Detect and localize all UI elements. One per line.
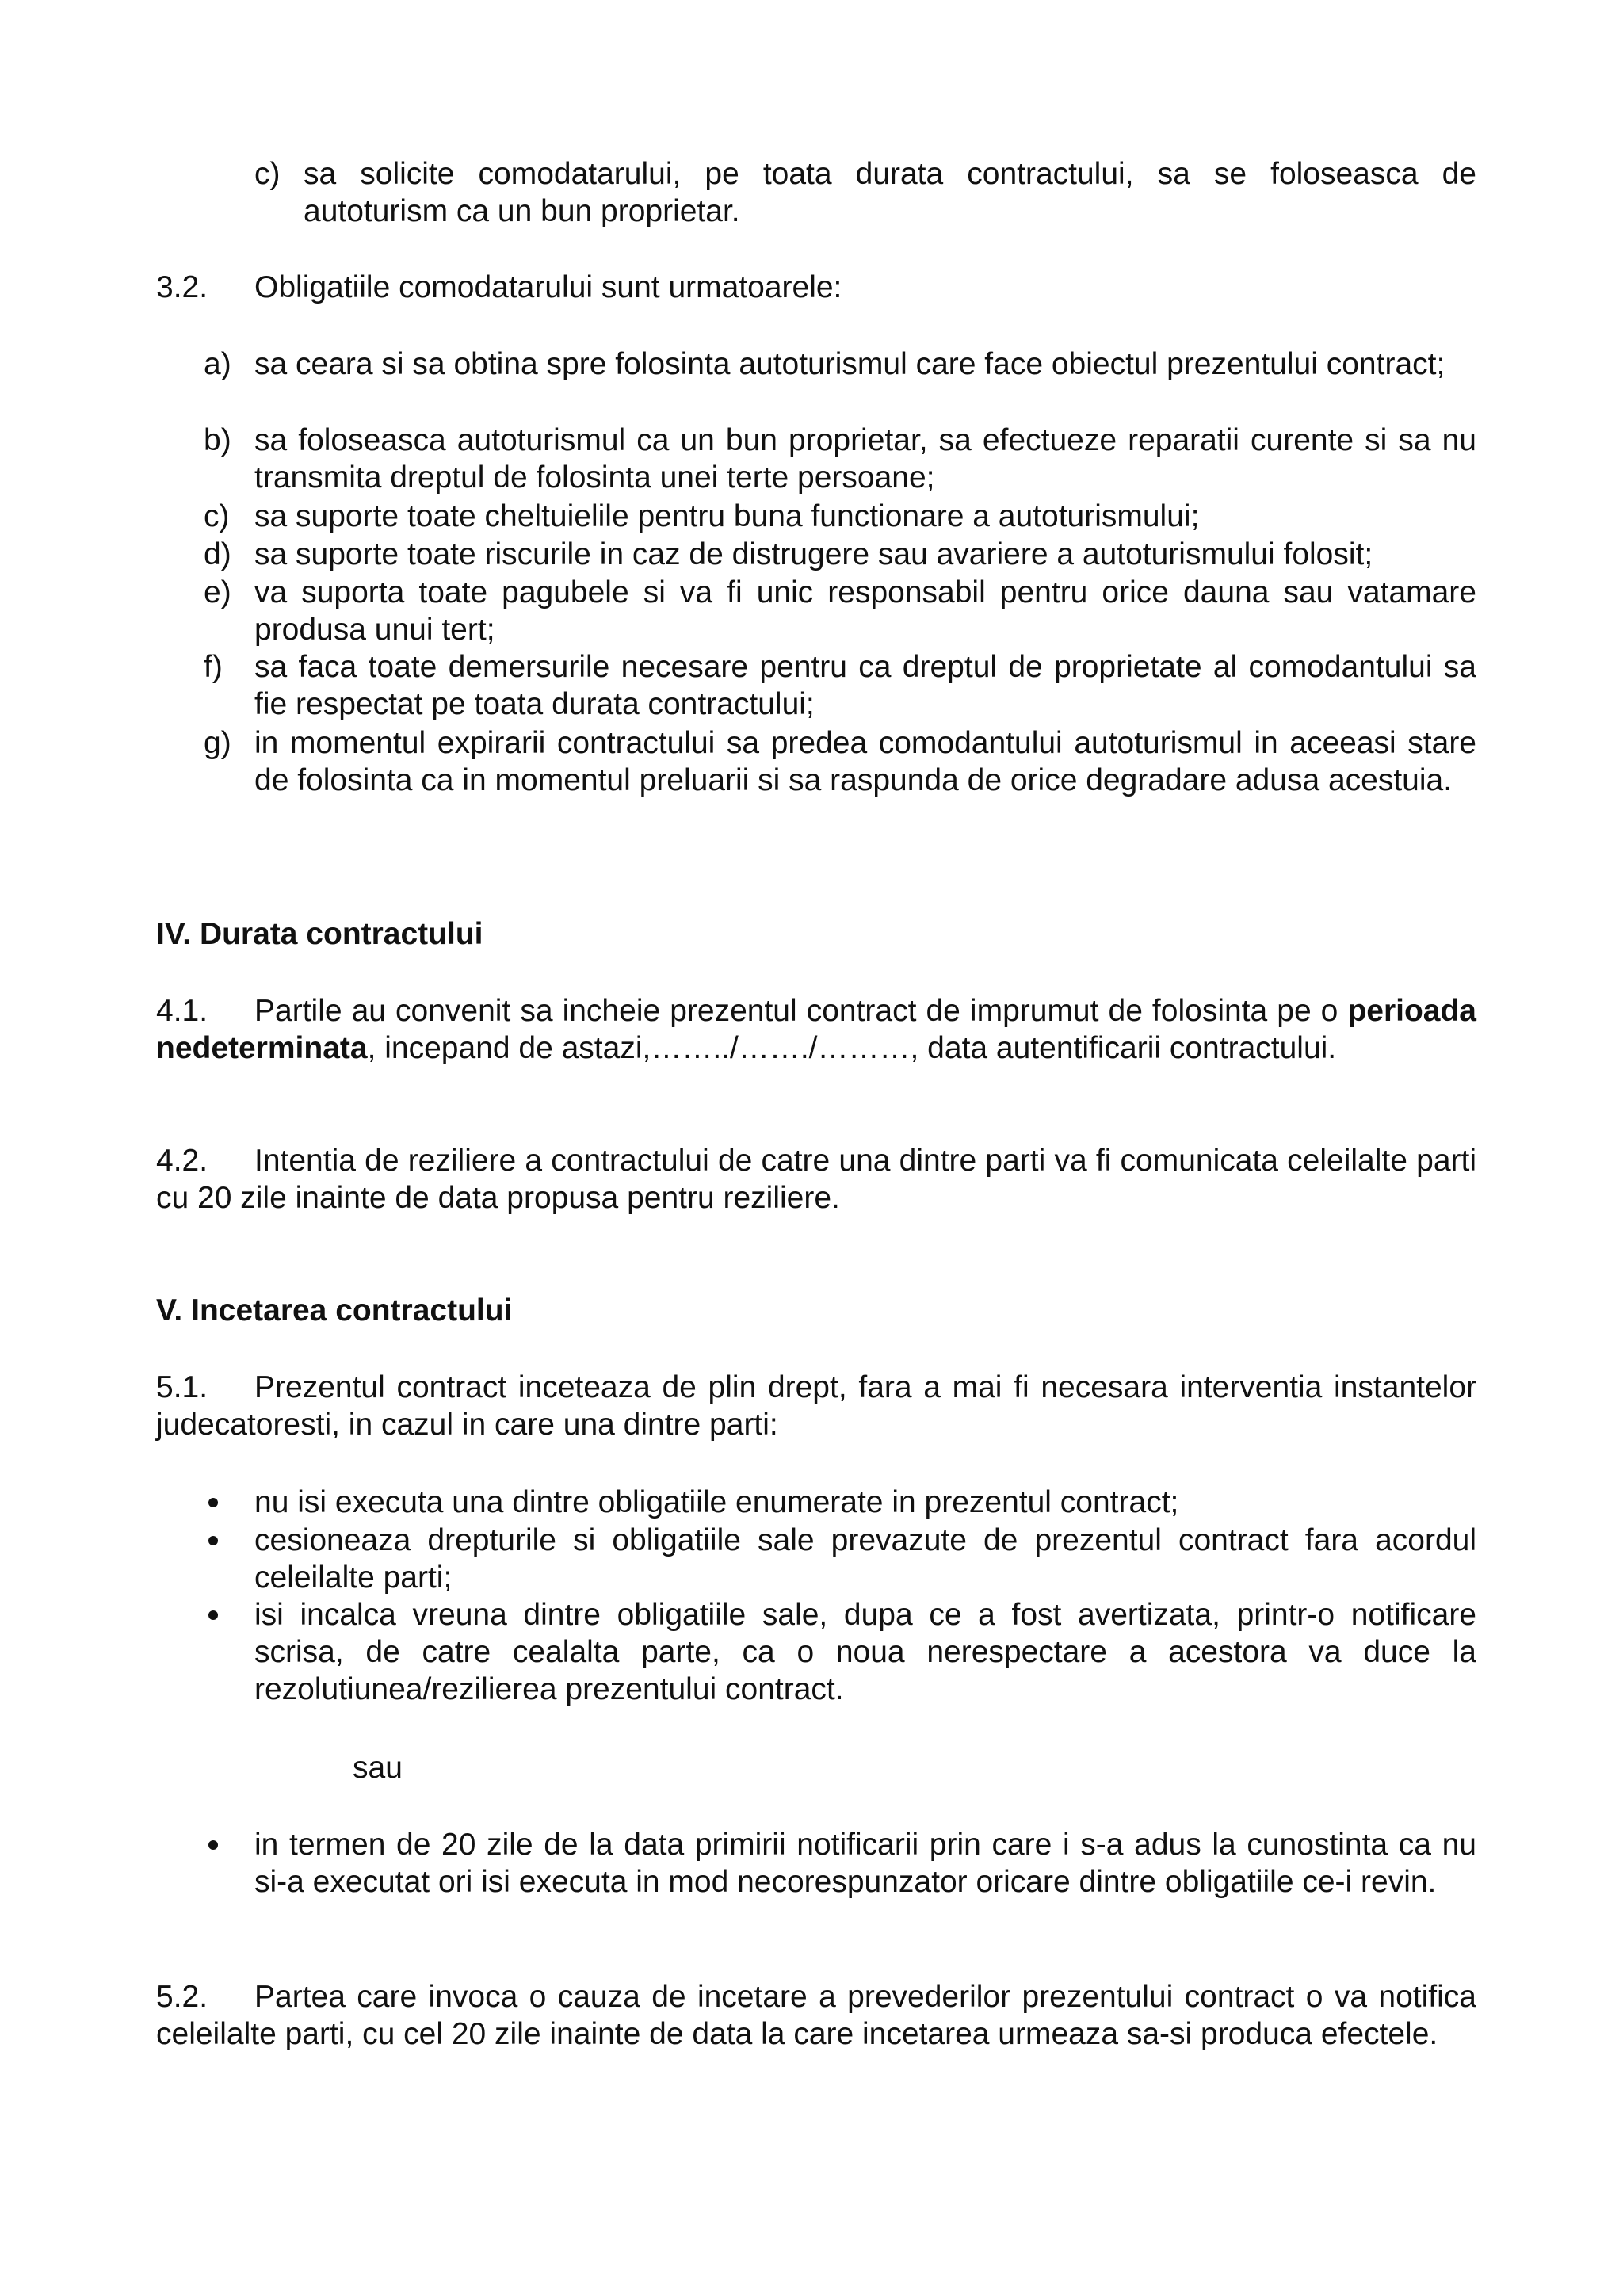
clause-number: 4.1. bbox=[156, 994, 208, 1028]
bullet-icon bbox=[208, 1498, 218, 1507]
obligation-text: va suporta toate pagubele si va fi unic responsabil pentru orice dauna sau vatamare produsa unui tert; bbox=[254, 575, 1476, 647]
obligation-label: c) bbox=[204, 499, 230, 533]
bullet-text: cesioneaza drepturile si obligatiile sale prevazute de prezentul contract fara acordul celeilalte parti; bbox=[254, 1523, 1476, 1595]
bullet-icon bbox=[208, 1610, 218, 1620]
obligation-text: in momentul expirarii contractului sa predea comodantului autoturismul in aceeasi stare de folosinta ca in momentul preluarii si sa raspunda de orice degradare adusa acestuia. bbox=[254, 726, 1476, 797]
section-heading: V. Incetarea contractului bbox=[156, 1293, 513, 1328]
clause-text: Obligatiile comodatarului sunt urmatoarele: bbox=[254, 270, 842, 304]
clause-text: Prezentul contract inceteaza de plin drept, fara a mai fi necesara interventia instantelor judecatoresti, in cazul in care una dintre parti: bbox=[156, 1370, 1476, 1442]
obligation-label: e) bbox=[204, 575, 231, 609]
clause-number: 5.2. bbox=[156, 1980, 208, 2014]
clause-text: Partea care invoca o cauza de incetare a prevederilor prezentului contract o va notifica celeilalte parti, cu cel 20 zile inainte de data la care incetarea urmeaza sa-si produca efectele. bbox=[156, 1980, 1476, 2051]
bullet-icon bbox=[208, 1536, 218, 1545]
obligation-label: f) bbox=[204, 650, 223, 684]
section-heading: IV. Durata contractului bbox=[156, 917, 483, 951]
clause-4-1-text bbox=[156, 992, 1476, 1067]
obligation-text: sa faca toate demersurile necesare pentru ca dreptul de proprietate al comodantului sa fie respectat pe toata durata contractului; bbox=[254, 650, 1476, 721]
bullet-text: isi incalca vreuna dintre obligatiile sale, dupa ce a fost avertizata, printr-o notificare scrisa, de catre cealalta parte, ca o noua nerespectare a acestora va duce la rezolutiunea/rezilierea prezentului contract. bbox=[254, 1598, 1476, 1706]
obligation-text: sa ceara si sa obtina spre folosinta autoturismul care face obiectul prezentului contract; bbox=[254, 347, 1445, 381]
clause-bold-term: perioada nedeterminata bbox=[156, 994, 1476, 1065]
clause-text: Intentia de reziliere a contractului de catre una dintre parti va fi comunicata celeilalte parti cu 20 zile inainte de data propusa pentru reziliere. bbox=[156, 1144, 1476, 1215]
clause-text-before: Partile au convenit sa incheie prezentul contract de imprumut de folosinta pe o bbox=[254, 994, 1348, 1028]
or-separator: sau bbox=[353, 1751, 403, 1785]
obligation-label: a) bbox=[204, 347, 231, 381]
obligation-label: d) bbox=[204, 537, 231, 571]
bullet-text: in termen de 20 zile de la data primirii notificarii prin care i s-a adus la cunostinta ca nu si-a executat ori isi executa in mod necorespunzator oricare dintre obligatiile ce-i revin. bbox=[254, 1828, 1476, 1899]
obligation-text: sa suporte toate riscurile in caz de distrugere sau avariere a autoturismului folosit; bbox=[254, 537, 1373, 571]
item-label: c) bbox=[254, 157, 281, 191]
clause-number: 3.2. bbox=[156, 270, 208, 304]
bullet-text: nu isi executa una dintre obligatiile enumerate in prezentul contract; bbox=[254, 1485, 1179, 1519]
obligation-text: sa foloseasca autoturismul ca un bun proprietar, sa efectueze reparatii curente si sa nu transmita dreptul de folosinta unei terte persoane; bbox=[254, 423, 1476, 495]
obligation-label: g) bbox=[204, 726, 231, 760]
obligation-label: b) bbox=[204, 423, 231, 457]
item-text: sa solicite comodatarului, pe toata durata contractului, sa se foloseasca de autoturism ca un bun proprietar. bbox=[304, 157, 1476, 228]
obligation-text: sa suporte toate cheltuielile pentru buna functionare a autoturismului; bbox=[254, 499, 1200, 533]
clause-number: 5.1. bbox=[156, 1370, 208, 1404]
clause-text-after: , incepand de astazi,……../……./………, data autentificarii contractului. bbox=[367, 1031, 1337, 1065]
bullet-icon bbox=[208, 1840, 218, 1850]
clause-number: 4.2. bbox=[156, 1144, 208, 1178]
